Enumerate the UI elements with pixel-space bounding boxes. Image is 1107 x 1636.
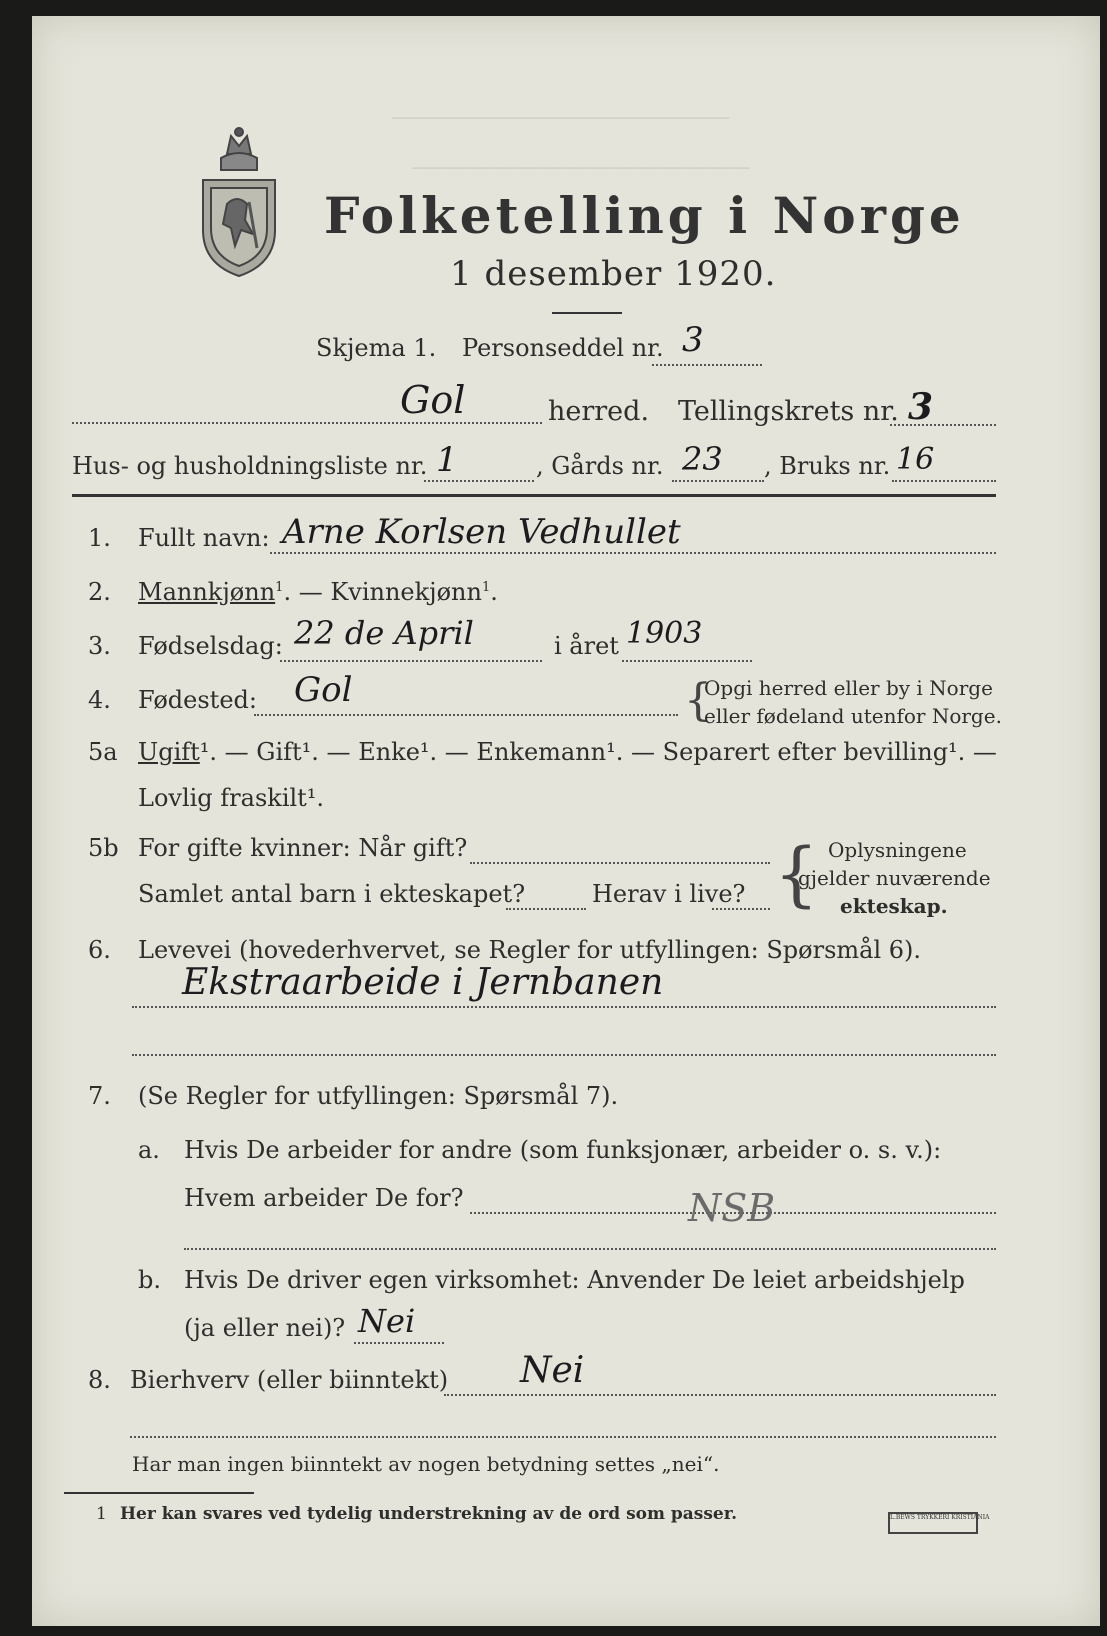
coat-of-arms-icon bbox=[197, 124, 281, 280]
census-form-page bbox=[32, 16, 1100, 1626]
bleed-through-text: ──────────────────────────── bbox=[392, 106, 730, 130]
q3-label: Fødselsdag: bbox=[138, 632, 283, 660]
q7b-label1: Hvis De driver egen virksomhet: Anvender De leiet arbeidshjelp bbox=[184, 1266, 965, 1294]
q7a-line2 bbox=[184, 1248, 996, 1250]
herred-value: Gol bbox=[400, 378, 466, 422]
title-divider bbox=[552, 312, 622, 314]
q2-end: . bbox=[490, 578, 498, 606]
q3-number: 3. bbox=[88, 632, 111, 660]
q2-kvinnekjonn: . — Kvinnekjønn bbox=[283, 578, 482, 606]
tellingskrets-label: Tellingskrets nr. bbox=[678, 396, 899, 427]
printer-stamp: L.BEWS TRYKKERI KRISTIANIA bbox=[888, 1512, 978, 1534]
herred-label: herred. bbox=[548, 396, 650, 427]
census-date: 1 desember 1920. bbox=[450, 254, 777, 294]
bruks-value: 16 bbox=[896, 442, 935, 477]
header-divider bbox=[72, 494, 996, 497]
husliste-label: Hus- og husholdningsliste nr. bbox=[72, 452, 428, 480]
q4-number: 4. bbox=[88, 686, 111, 714]
husliste-value: 1 bbox=[436, 440, 458, 480]
q7a-letter: a. bbox=[138, 1136, 160, 1164]
q8-label: Bierhverv (eller biinntekt) bbox=[130, 1366, 449, 1394]
q3-year-label: i året bbox=[554, 632, 619, 660]
q5b-note-line2: gjelder nuværende bbox=[798, 866, 991, 890]
bleed-through-text: ──────────────────────────── bbox=[412, 156, 750, 180]
q2-gender bbox=[138, 578, 498, 606]
q5b-number: 5b bbox=[88, 834, 119, 862]
q7b-line bbox=[354, 1342, 444, 1344]
q6-line1 bbox=[132, 1006, 996, 1008]
q3-birthday: 22 de April bbox=[294, 614, 474, 652]
q8-line1 bbox=[444, 1394, 996, 1396]
q6-number: 6. bbox=[88, 936, 111, 964]
q2-number: 2. bbox=[88, 578, 111, 606]
q4-note-line1: Opgi herred eller by i Norge bbox=[704, 676, 993, 700]
q4-birthplace: Gol bbox=[294, 670, 353, 710]
q7-label: (Se Regler for utfyllingen: Spørsmål 7). bbox=[138, 1082, 619, 1110]
bruks-label: , Bruks nr. bbox=[764, 452, 891, 480]
q4-note-line2: eller fødeland utenfor Norge. bbox=[704, 704, 1002, 728]
q6-occupation: Ekstraarbeide i Jernbanen bbox=[182, 962, 664, 1003]
tellingskrets-value: 3 bbox=[908, 386, 934, 428]
q1-label: Fullt navn: bbox=[138, 524, 270, 552]
q2-footnote-mark: 1 bbox=[481, 580, 491, 595]
form-title: Folketelling i Norge bbox=[324, 186, 965, 245]
q5b-note-line3: ekteskap. bbox=[840, 894, 948, 918]
gards-line bbox=[672, 480, 764, 482]
q6-label: Levevei (hovederhvervet, se Regler for utfyllingen: Spørsmål 6). bbox=[138, 936, 922, 964]
q5b-married-line bbox=[470, 862, 770, 864]
q5b-alive-label: Herav i live? bbox=[592, 880, 746, 908]
gards-value: 23 bbox=[682, 440, 723, 478]
q7a-employer: NSB bbox=[688, 1186, 776, 1230]
q3-year-line bbox=[622, 660, 752, 662]
skjema-label: Skjema 1. bbox=[316, 334, 437, 362]
q7b-answer: Nei bbox=[358, 1302, 416, 1340]
q3-year: 1903 bbox=[626, 616, 703, 651]
q5b-married-label: For gifte kvinner: Når gift? bbox=[138, 834, 468, 862]
q5a-ugift: Ugift bbox=[138, 738, 200, 766]
q6-line2 bbox=[132, 1054, 996, 1056]
personseddel-label: Personseddel nr. bbox=[462, 334, 664, 362]
q7a-label1: Hvis De arbeider for andre (som funksjonær, arbeider o. s. v.): bbox=[184, 1136, 942, 1164]
q5a-number: 5a bbox=[88, 738, 118, 766]
herred-line bbox=[72, 422, 542, 424]
q5b-brace: { bbox=[774, 833, 819, 915]
q3-day-line bbox=[280, 660, 542, 662]
q7b-label2: (ja eller nei)? bbox=[184, 1314, 346, 1342]
husliste-line bbox=[424, 480, 534, 482]
q5b-children-label: Samlet antal barn i ekteskapet? bbox=[138, 880, 526, 908]
bruks-line bbox=[892, 480, 996, 482]
q1-full-name: Arne Korlsen Vedhullet bbox=[282, 512, 681, 552]
q4-line bbox=[254, 714, 678, 716]
q5a-options: ¹. — Gift¹. — Enke¹. — Enkemann¹. — Separert efter bevilling¹. — bbox=[199, 738, 997, 766]
q2-mannkjonn: Mannkjønn bbox=[138, 578, 276, 606]
q8-answer: Nei bbox=[520, 1350, 585, 1391]
q2-footnote-mark: 1 bbox=[275, 580, 284, 595]
q7a-label2: Hvem arbeider De for? bbox=[184, 1184, 464, 1212]
q5b-note-line1: Oplysningene bbox=[828, 838, 967, 862]
q5a-line2: Lovlig fraskilt¹. bbox=[138, 784, 325, 812]
footnote-mark: 1 bbox=[96, 1504, 107, 1524]
q7-number: 7. bbox=[88, 1082, 111, 1110]
tellingskrets-line bbox=[890, 424, 996, 426]
q5b-alive-line bbox=[712, 908, 770, 910]
q1-line bbox=[270, 552, 996, 554]
q4-brace: { bbox=[684, 675, 712, 726]
footnote-text: Her kan svares ved tydelig understrekning av de ord som passer. bbox=[120, 1504, 738, 1524]
q5b-children-line bbox=[506, 908, 586, 910]
q8-line2 bbox=[130, 1436, 996, 1438]
bottom-note: Har man ingen biinntekt av nogen betydning settes „nei“. bbox=[132, 1452, 720, 1476]
q4-label: Fødested: bbox=[138, 686, 257, 714]
q5a-marital-status bbox=[138, 738, 997, 766]
q8-number: 8. bbox=[88, 1366, 111, 1394]
q1-number: 1. bbox=[88, 524, 111, 552]
personseddel-line bbox=[652, 364, 762, 366]
gards-label: , Gårds nr. bbox=[536, 452, 664, 480]
q7b-letter: b. bbox=[138, 1266, 161, 1294]
footnote-divider bbox=[64, 1492, 254, 1494]
personseddel-value: 3 bbox=[682, 320, 704, 360]
